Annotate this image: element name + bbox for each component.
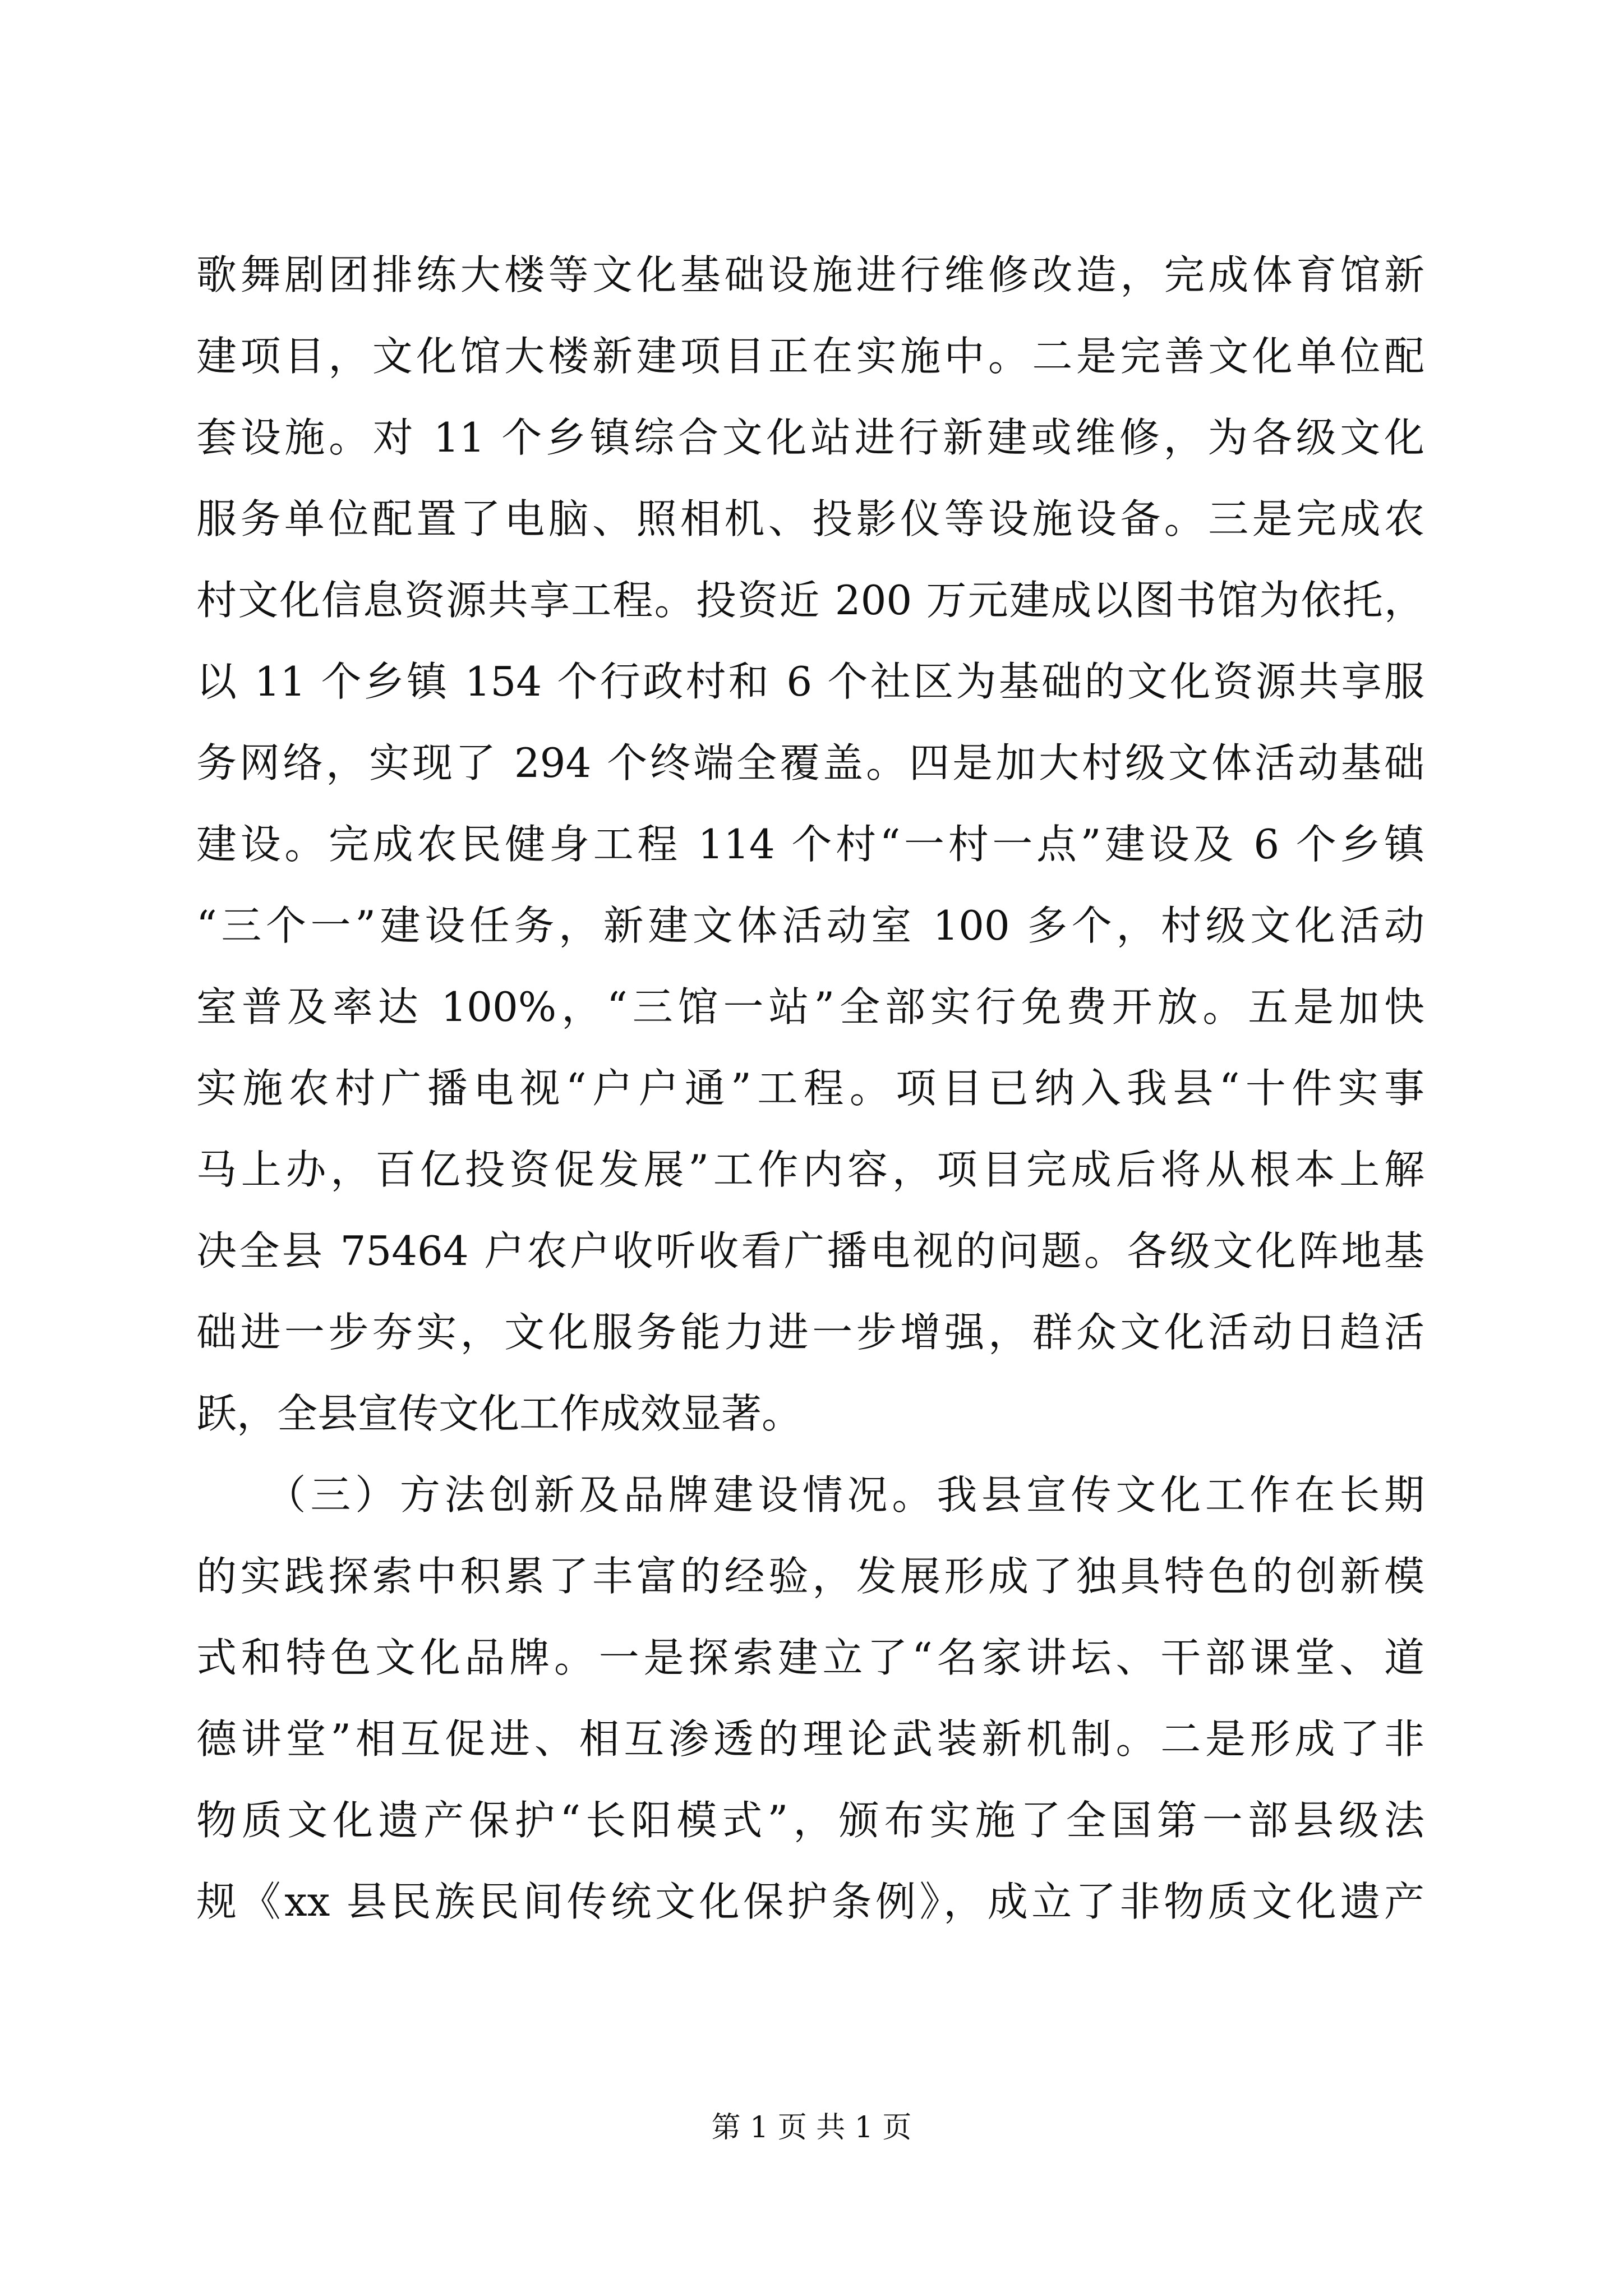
text-line: 以 11 个乡镇 154 个行政村和 6 个社区为基础的文化资源共享服 — [196, 658, 1424, 705]
text-line: 歌舞剧团排练大楼等文化基础设施进行维修改造，完成体育馆新 — [196, 251, 1424, 298]
text-line: 村文化信息资源共享工程。投资近 200 万元建成以图书馆为依托， — [196, 577, 1424, 624]
text-line: 础进一步夯实，文化服务能力进一步增强，群众文化活动日趋活 — [196, 1309, 1424, 1356]
text-line: 德讲堂”相互促进、相互渗透的理论武装新机制。二是形成了非 — [196, 1715, 1424, 1763]
text-line: 的实践探索中积累了丰富的经验，发展形成了独具特色的创新模 — [196, 1553, 1424, 1600]
text-line: 规《xx 县民族民间传统文化保护条例》，成立了非物质文化遗产 — [196, 1878, 1424, 1925]
text-line: “三个一”建设任务，新建文体活动室 100 多个，村级文化活动 — [196, 902, 1424, 949]
text-line: （三）方法创新及品牌建设情况。我县宣传文化工作在长期 — [196, 1471, 1424, 1519]
document-body — [196, 234, 1424, 1943]
text-line: 套设施。对 11 个乡镇综合文化站进行新建或维修，为各级文化 — [196, 414, 1424, 461]
text-line: 决全县 75464 户农户收听收看广播电视的问题。各级文化阵地基 — [196, 1227, 1424, 1274]
text-line: 式和特色文化品牌。一是探索建立了“名家讲坛、干部课堂、道 — [196, 1634, 1424, 1681]
text-line: 建设。完成农民健身工程 114 个村“一村一点”建设及 6 个乡镇 — [196, 821, 1424, 868]
text-line: 服务单位配置了电脑、照相机、投影仪等设施设备。三是完成农 — [196, 495, 1424, 542]
text-line: 室普及率达 100%，“三馆一站”全部实行免费开放。五是加快 — [196, 983, 1424, 1030]
text-line: 跃，全县宣传文化工作成效显著。 — [196, 1390, 803, 1437]
page-footer: 第 1 页 共 1 页 — [711, 2111, 912, 2145]
text-line: 马上办，百亿投资促发展”工作内容，项目完成后将从根本上解 — [196, 1146, 1424, 1193]
text-line: 实施农村广播电视“户户通”工程。项目已纳入我县“十件实事 — [196, 1065, 1424, 1112]
text-line: 建项目，文化馆大楼新建项目正在实施中。二是完善文化单位配 — [196, 333, 1424, 380]
text-line: 物质文化遗产保护“长阳模式”，颁布实施了全国第一部县级法 — [196, 1797, 1424, 1844]
text-line: 务网络，实现了 294 个终端全覆盖。四是加大村级文体活动基础 — [196, 739, 1424, 786]
